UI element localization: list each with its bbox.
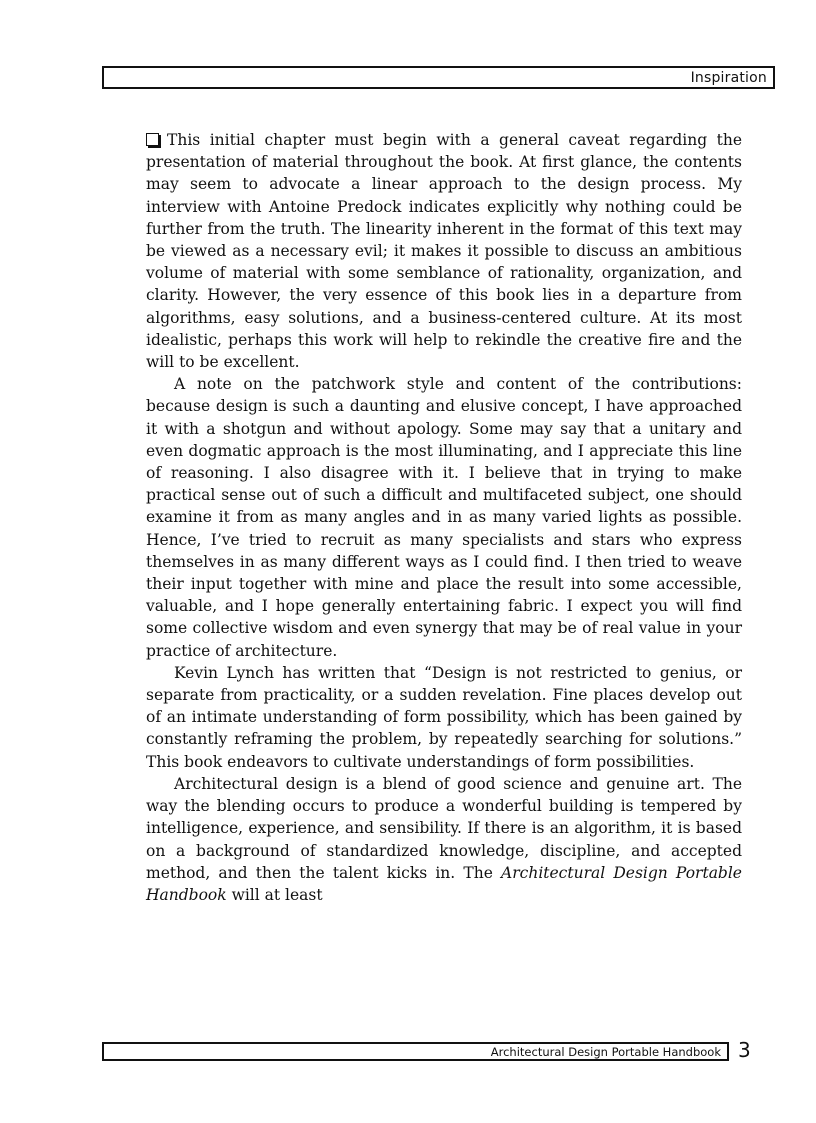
running-header — [102, 66, 775, 89]
page-number: 3 — [738, 1038, 751, 1062]
paragraph-1 — [146, 129, 742, 373]
checkbox-icon — [146, 133, 159, 146]
paragraph-2: A note on the patchwork style and content of the contributions: because design is such a daunting and elusive concept, I have approached it with a shotgun and without apology. Some may say that a unitary and even dogmatic approach is the most illuminating, and I appreciate this line of reasoning. I also disagree with it. I believe that in trying to make practical sense out of such a difficult and multifaceted subject, one should examine it from as many angles and in as many varied lights as possible. Hence, I’ve tried to recruit as many specialists and stars who express themselves in as many different ways as I could find. I then tried to weave their input together with mine and place the result into some accessible, valuable, and I hope generally entertaining fabric. I expect you will find some collective wisdom and even synergy that may be of real value in your practice of architecture. — [146, 375, 742, 660]
running-footer — [102, 1042, 729, 1061]
body-text — [146, 129, 742, 906]
paragraph-4-text: Architectural design is a blend of good science and genuine art. The way the blending occurs to produce a wonderful building is tempered by intelligence, experience, and sensibility. If there is an algorithm, it is based on a background of standardized knowledge, discipline, and accepted method, and then the talent kicks in. The — [146, 774, 742, 882]
chapter-title: Inspiration — [690, 70, 767, 86]
paragraph-3: Kevin Lynch has written that “Design is not restricted to genius, or separate from practicality, or a sudden revelation. Fine places develop out of an intimate understanding of form possibility, which has been gained by constantly reframing the problem, by repeatedly searching for solutions.” This book endeavors to cultivate understandings of form possibilities. — [146, 663, 742, 771]
book-title-italic: Architectural Design Portable Handbook — [146, 863, 742, 904]
paragraph-4-end: will at least — [226, 885, 323, 904]
book-title: Architectural Design Portable Handbook — [490, 1045, 721, 1059]
paragraph-1-text: This initial chapter must begin with a general caveat regarding the presentation of material throughout the book. At first glance, the contents may seem to advocate a linear approach to the design process. My interview with Antoine Predock indicates explicitly why nothing could be further from the truth. The linearity inherent in the format of this text may be viewed as a necessary evil; it makes it possible to discuss an ambitious volume of material with some semblance of rationality, organization, and clarity. However, the very essence of this book lies in a departure from algorithms, easy solutions, and a business-centered culture. At its most idealistic, perhaps this work will help to rekindle the creative fire and the will to be excellent. — [146, 131, 742, 372]
paragraph-4 — [146, 773, 742, 906]
